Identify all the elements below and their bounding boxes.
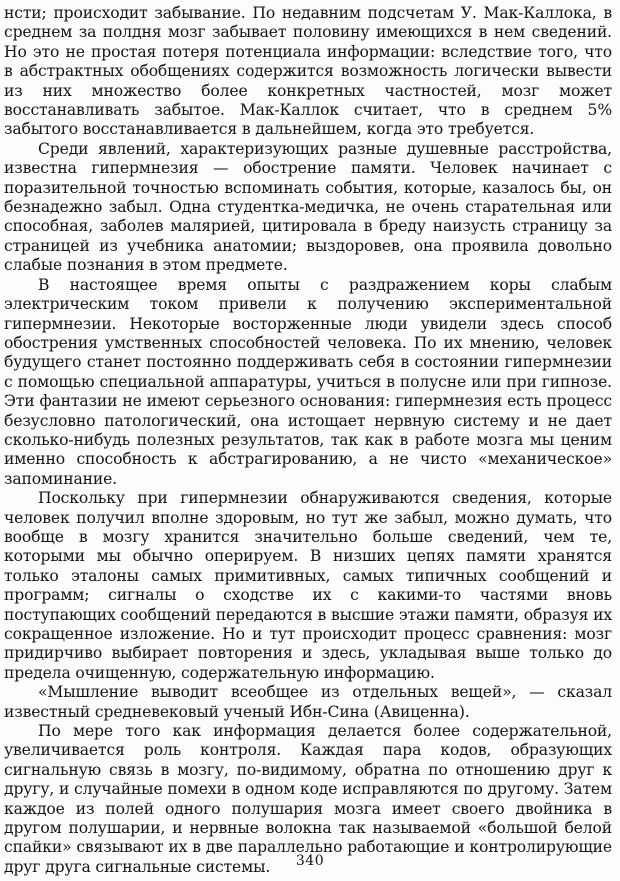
paragraph-control: По мере того как информация делается более содержательной, увеличивается роль контроля. Каждая пара кодов, образующих сигнальную связь в мозгу, по-видимому, обратна по отношению друг к другу, и случайные помехи в одном коде исправляются по другому. Затем каждое из полей одного полушария мозга имеет своего двойника в другом полушарии, и нервные волокна так называемой «большой белой спайки» связывают их в две параллельно работающие и контролирующие друг друга сигнальные системы. (4, 722, 612, 876)
paragraph-continuation: нсти; происходит забывание. По недавним подсчетам У. Мак-Каллока, в среднем за полдня мозг забывает половину имеющихся в нем сведений. Но это не простая потеря потенциала информации: вследствие того, что в абстрактных обобщениях содержится возможность логически вывести из них множество более конкретных частностей, мозг может восстанавливать забытое. Мак-Каллок считает, что в среднем 5% забытого восстанавливается в дальнейшем, когда это требуется. (4, 4, 612, 139)
paragraph-quote-avicenna: «Мышление выводит всеобщее из отдельных вещей», — сказал известный средневековый ученый Ибн-Сина (Авиценна). (4, 683, 612, 721)
paragraph-experiments: В настоящее время опыты с раздражением коры слабым электрическим током привели к получению экспериментальной гипермнезии. Некоторые восторженные люди увидели здесь способ обострения умственных способностей человека. По их мнению, человек будущего станет постоянно поддерживать себя в состоянии гипермнезии с помощью специальной аппаратуры, учиться в полусне или при гипнозе. Эти фантазии не имеют серьезного основания: гипермнезия есть процесс безусловно патологический, она истощает нервную систему и не дает сколько-нибудь полезных результатов, так как в работе мозга мы ценим именно способность к абстрагированию, а не чисто «механическое» запоминание. (4, 275, 612, 488)
paragraph-memory-chains: Поскольку при гипермнезии обнаруживаются сведения, которые человек получил вполне здоровым, но тут же забыл, можно думать, что вообще в мозгу хранится значительно больше сведений, чем те, которыми мы обычно оперируем. В низших цепях памяти хранятся только эталоны самых примитивных, самых типичных сообщений и программ; сигналы о сходстве их с какими-то частями вновь поступающих сообщений передаются в высшие этажи памяти, образуя их сокращенное изложение. Но и тут происходит процесс сравнения: мозг придирчиво выбирает повторения и здесь, укладывая выше только до предела очищенную, содержательную информацию. (4, 489, 612, 682)
body-text (4, 4, 612, 877)
paragraph-hypermnesia: Среди явлений, характеризующих разные душевные расстройства, известна гипермнезия — обострение памяти. Человек начинает с поразительной точностью вспоминать события, которые, казалось бы, он безнадежно забыл. Одна студентка-медичка, не очень старательная или способная, заболев малярией, цитировала в бреду наизусть страницу за страницей из учебника анатомии; выздоровев, она проявила довольно слабые познания в этом предмете. (4, 139, 612, 275)
page-number: 340 (295, 853, 325, 869)
